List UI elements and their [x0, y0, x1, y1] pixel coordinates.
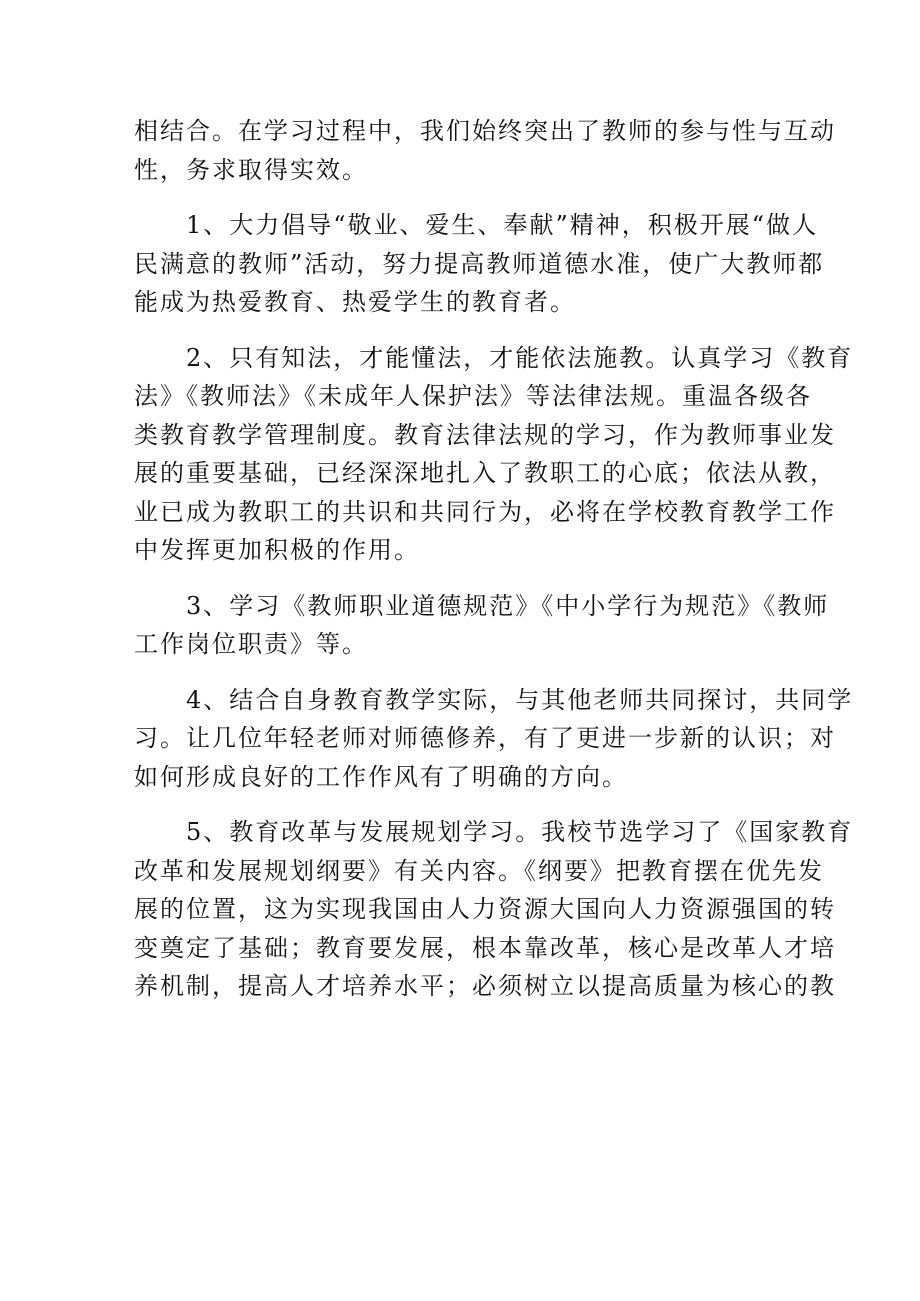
- text-line: 4、结合自身教育教学实际，与其他老师共同探讨，共同学: [186, 685, 854, 714]
- text-line: 如何形成良好的工作作风有了明确的方向。: [134, 762, 628, 791]
- text-line: 1、大力倡导“敬业、爱生、奉献”精神，积极开展“做人: [186, 211, 819, 239]
- text-line: 民满意的教师”活动，努力提高教师道德水准，使广大教师都: [134, 249, 825, 278]
- text-line: 3、学习《教师职业道德规范》《中小学行为规范》《教师: [186, 591, 830, 620]
- text-line: 展的位置，这为实现我国由人力资源大国向人力资源强国的转: [134, 895, 836, 923]
- text-line: 5、教育改革与发展规划学习。我校节选学习了《国家教育: [186, 818, 854, 846]
- text-line: 展的重要基础，已经深深地扎入了教职工的心底；依法从教，: [134, 459, 836, 487]
- text-line: 性，务求取得实效。: [134, 155, 368, 184]
- text-line: 工作岗位职责》等。: [134, 630, 368, 658]
- text-line: 养机制，提高人才培养水平；必须树立以提高质量为核心的教: [134, 972, 836, 1000]
- document-body: [134, 112, 854, 1023]
- text-line: 中发挥更加积极的作用。: [134, 536, 420, 564]
- text-line: 相结合。在学习过程中，我们始终突出了教师的参与性与互动: [134, 117, 836, 145]
- text-line: 改革和发展规划纲要》有关内容。《纲要》把教育摆在优先发: [134, 856, 824, 885]
- paragraph-item-1: [134, 206, 825, 322]
- text-line: 能成为热爱教育、热爱学生的教育者。: [134, 288, 576, 316]
- text-line: 法》《教师法》《未成年人保护法》等法律法规。重温各级各: [134, 382, 812, 410]
- paragraph-item-5: [134, 813, 854, 1006]
- paragraph-item-3: [134, 587, 830, 664]
- paragraph-intro-continuation: [134, 112, 836, 189]
- text-line: 2、只有知法，才能懂法，才能依法施教。认真学习《教育: [186, 343, 854, 372]
- text-line: 习。让几位年轻老师对师德修养，有了更进一步新的认识；对: [134, 724, 836, 752]
- paragraph-item-2: [134, 339, 854, 570]
- text-line: 类教育教学管理制度。教育法律法规的学习，作为教师事业发: [134, 420, 836, 449]
- text-line: 变奠定了基础；教育要发展，根本靠改革，核心是改革人才培: [134, 933, 836, 962]
- text-line: 业已成为教职工的共识和共同行为，必将在学校教育教学工作: [134, 497, 836, 526]
- paragraph-item-4: [134, 681, 854, 797]
